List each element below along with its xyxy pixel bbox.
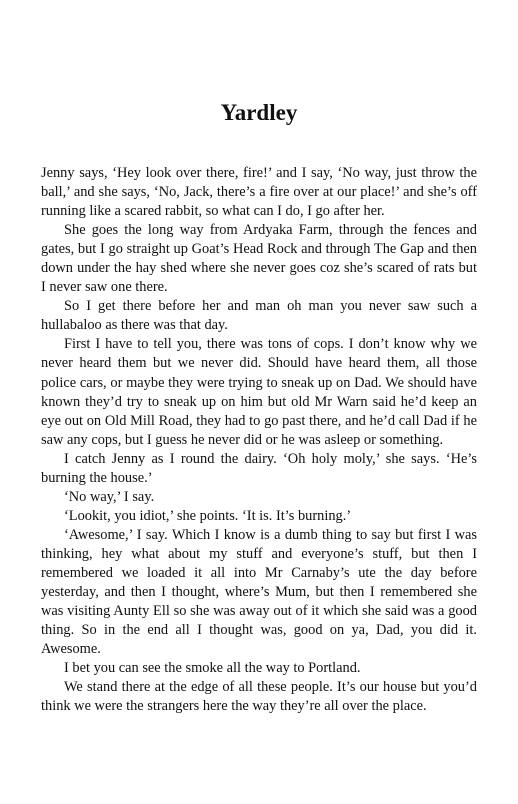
paragraph-3: So I get there before her and man oh man you never saw such a hullabaloo as there was that day. — [41, 298, 477, 334]
paragraph-6: ‘No way,’ I say. — [64, 488, 155, 505]
paragraph-4: First I have to tell you, there was tons of cops. I don’t know why we never heard them but we never did. Should have heard them, all those police cars, or maybe they were trying to sneak up on Dad. We should have known they’d try to sneak up on him but old Mr Warn said he’d keep an eye out on Old Mill Road, they had to go past there, and he’d call Dad if he saw any cops, but I guess he never did or he was asleep or something. — [41, 336, 477, 448]
paragraph-9: I bet you can see the smoke all the way to Portland. — [64, 660, 361, 677]
chapter-body — [41, 164, 477, 716]
paragraph-8: ‘Awesome,’ I say. Which I know is a dumb thing to say but first I was thinking, hey what about my stuff and everyone’s stuff, but then I remembered we loaded it all into Mr Carnaby’s ute the day before yesterday, and then I thought, where’s Mum, but then I remembered she was visiting Aunty Ell so she was away out of it which she said was a good thing. So in the end all I thought was, good on ya, Dad, you did it. Awesome. — [41, 526, 477, 658]
chapter-title: Yardley — [220, 100, 298, 125]
paragraph-1: Jenny says, ‘Hey look over there, fire!’ and I say, ‘No way, just throw the ball,’ and she says, ‘No, Jack, there’s a fire over at our place!’ and she’s off running like a scared rabbit, so what can I do, I go after her. — [41, 165, 477, 220]
paragraph-5: I catch Jenny as I round the dairy. ‘Oh holy moly,’ she says. ‘He’s burning the house.’ — [41, 450, 477, 486]
paragraph-2: She goes the long way from Ardyaka Farm, through the fences and gates, but I go straight up Goat’s Head Rock and through The Gap and then down under the hay shed where she never goes coz she’s scared of rats but I never saw one there. — [41, 222, 477, 296]
paragraph-10: We stand there at the edge of all these people. It’s our house but you’d think we were the strangers here the way they’re all over the place. — [41, 679, 477, 715]
paragraph-7: ‘Lookit, you idiot,’ she points. ‘It is. It’s burning.’ — [64, 507, 352, 524]
